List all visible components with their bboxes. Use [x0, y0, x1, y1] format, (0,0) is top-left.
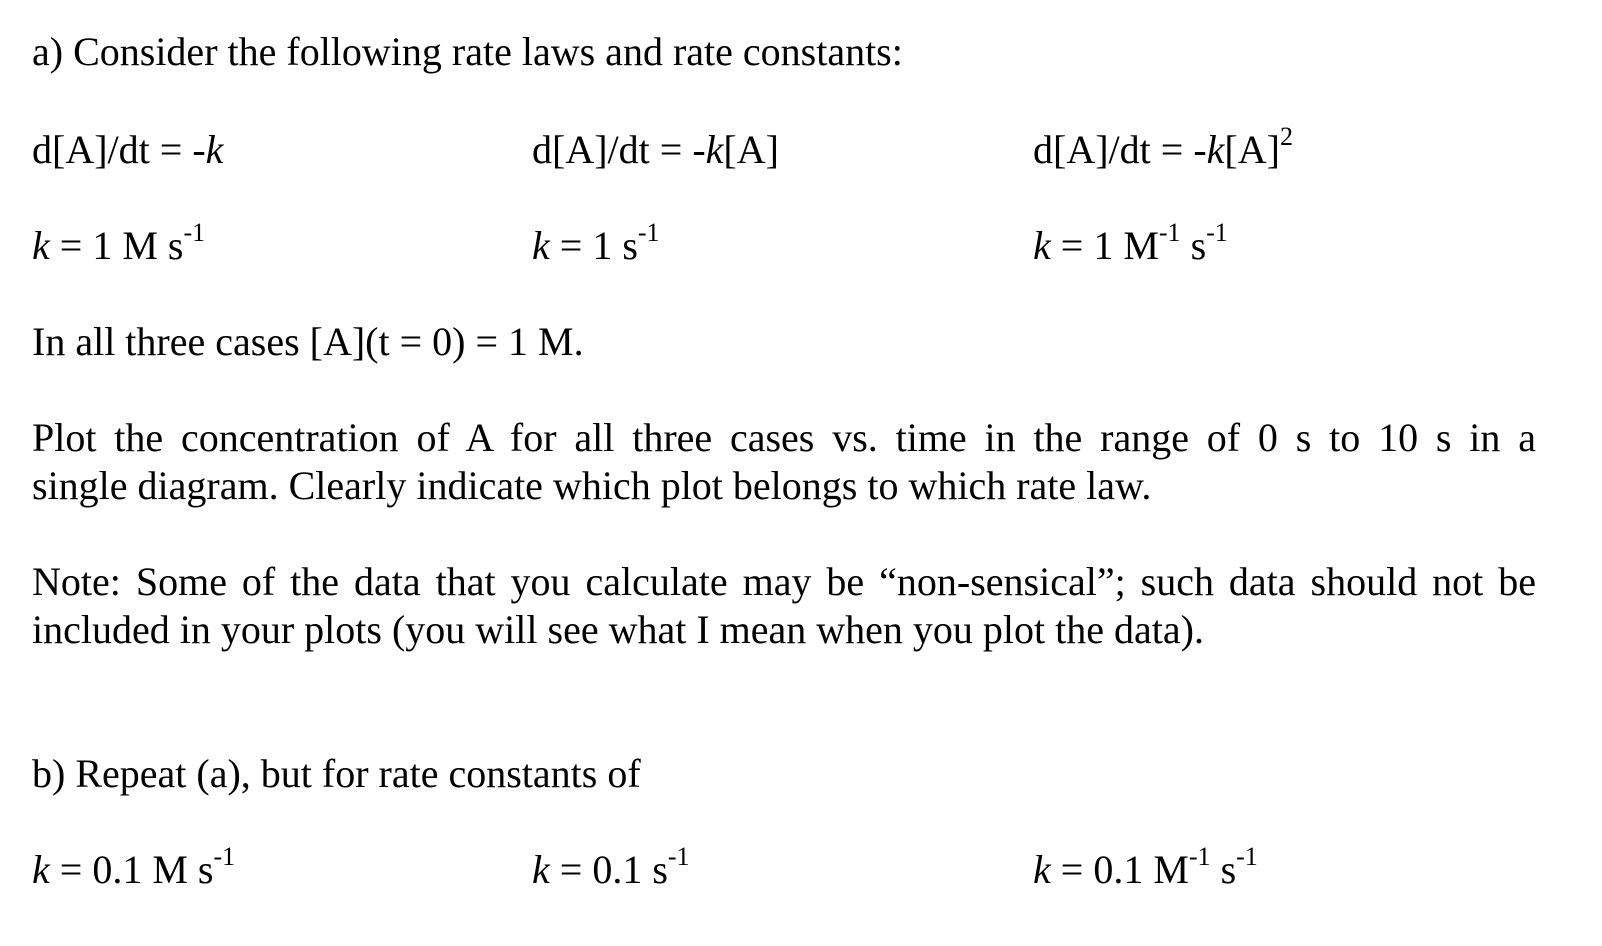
- exponent: -1: [1158, 217, 1181, 247]
- rate-constant-second-order: [1033, 217, 1228, 270]
- rate-constant-symbol: k: [32, 223, 50, 268]
- plot-instruction-line-2: single diagram. Clearly indicate which plot belongs to which rate law.: [32, 463, 1152, 508]
- exponent: -1: [637, 217, 660, 247]
- rate-constant-unit: s: [1180, 223, 1207, 268]
- exponent: -1: [1236, 841, 1258, 871]
- note-line-1: Note: Some of the data that you calculate may be “non-sensical”; such data should not be: [32, 559, 1536, 604]
- exponent: -1: [1206, 217, 1228, 247]
- plot-instruction-paragraph: [32, 414, 1536, 510]
- rate-constant-zero-order: [32, 217, 206, 270]
- exponent: -1: [213, 841, 236, 871]
- rate-constant-value: = 1 s: [549, 223, 638, 268]
- exponent: 2: [1279, 121, 1293, 151]
- rate-constant-symbol: k: [32, 847, 50, 892]
- rate-constant-unit: s: [1210, 847, 1237, 892]
- note-paragraph: [32, 558, 1536, 654]
- rate-constant-symbol: k: [205, 127, 224, 172]
- part-a-heading: a) Consider the following rate laws and rate constants:: [32, 29, 903, 74]
- rate-law-prefix: d[A]/dt = -: [1033, 127, 1207, 172]
- rate-law-second-order: [1033, 121, 1293, 174]
- rate-constant-b-zero-order: [32, 841, 236, 894]
- exponent: -1: [667, 841, 690, 871]
- rate-constant-value: = 0.1 M: [1050, 847, 1189, 892]
- part-b-heading: b) Repeat (a), but for rate constants of: [32, 751, 641, 796]
- rate-constant-value: = 0.1 s: [549, 847, 668, 892]
- note-line-2: included in your plots (you will see what I mean when you plot the data).: [32, 607, 1204, 652]
- rate-law-suffix: [A]: [1224, 127, 1280, 172]
- rate-law-prefix: d[A]/dt = -: [532, 127, 706, 172]
- rate-constant-value: = 1 M s: [49, 223, 184, 268]
- rate-constant-b-second-order: [1033, 841, 1258, 894]
- rate-law-prefix: d[A]/dt = -: [32, 127, 206, 172]
- rate-constant-symbol: k: [1033, 223, 1051, 268]
- rate-constant-symbol: k: [705, 127, 724, 172]
- rate-constant-symbol: k: [532, 223, 550, 268]
- rate-law-first-order: [532, 126, 779, 174]
- initial-condition: In all three cases [A](t = 0) = 1 M.: [32, 319, 584, 364]
- rate-constant-value: = 1 M: [1050, 223, 1159, 268]
- exponent: -1: [1188, 841, 1211, 871]
- plot-instruction-line-1: Plot the concentration of A for all three cases vs. time in the range of 0 s to 10 s in a: [32, 415, 1536, 460]
- rate-law-zero-order: [32, 126, 223, 174]
- rate-constant-symbol: k: [1033, 847, 1051, 892]
- rate-constant-symbol: k: [1206, 127, 1225, 172]
- rate-constant-first-order: [532, 217, 660, 270]
- exponent: -1: [183, 217, 206, 247]
- rate-constant-symbol: k: [532, 847, 550, 892]
- rate-constant-value: = 0.1 M s: [49, 847, 214, 892]
- rate-law-suffix: [A]: [723, 127, 779, 172]
- rate-constant-b-first-order: [532, 841, 690, 894]
